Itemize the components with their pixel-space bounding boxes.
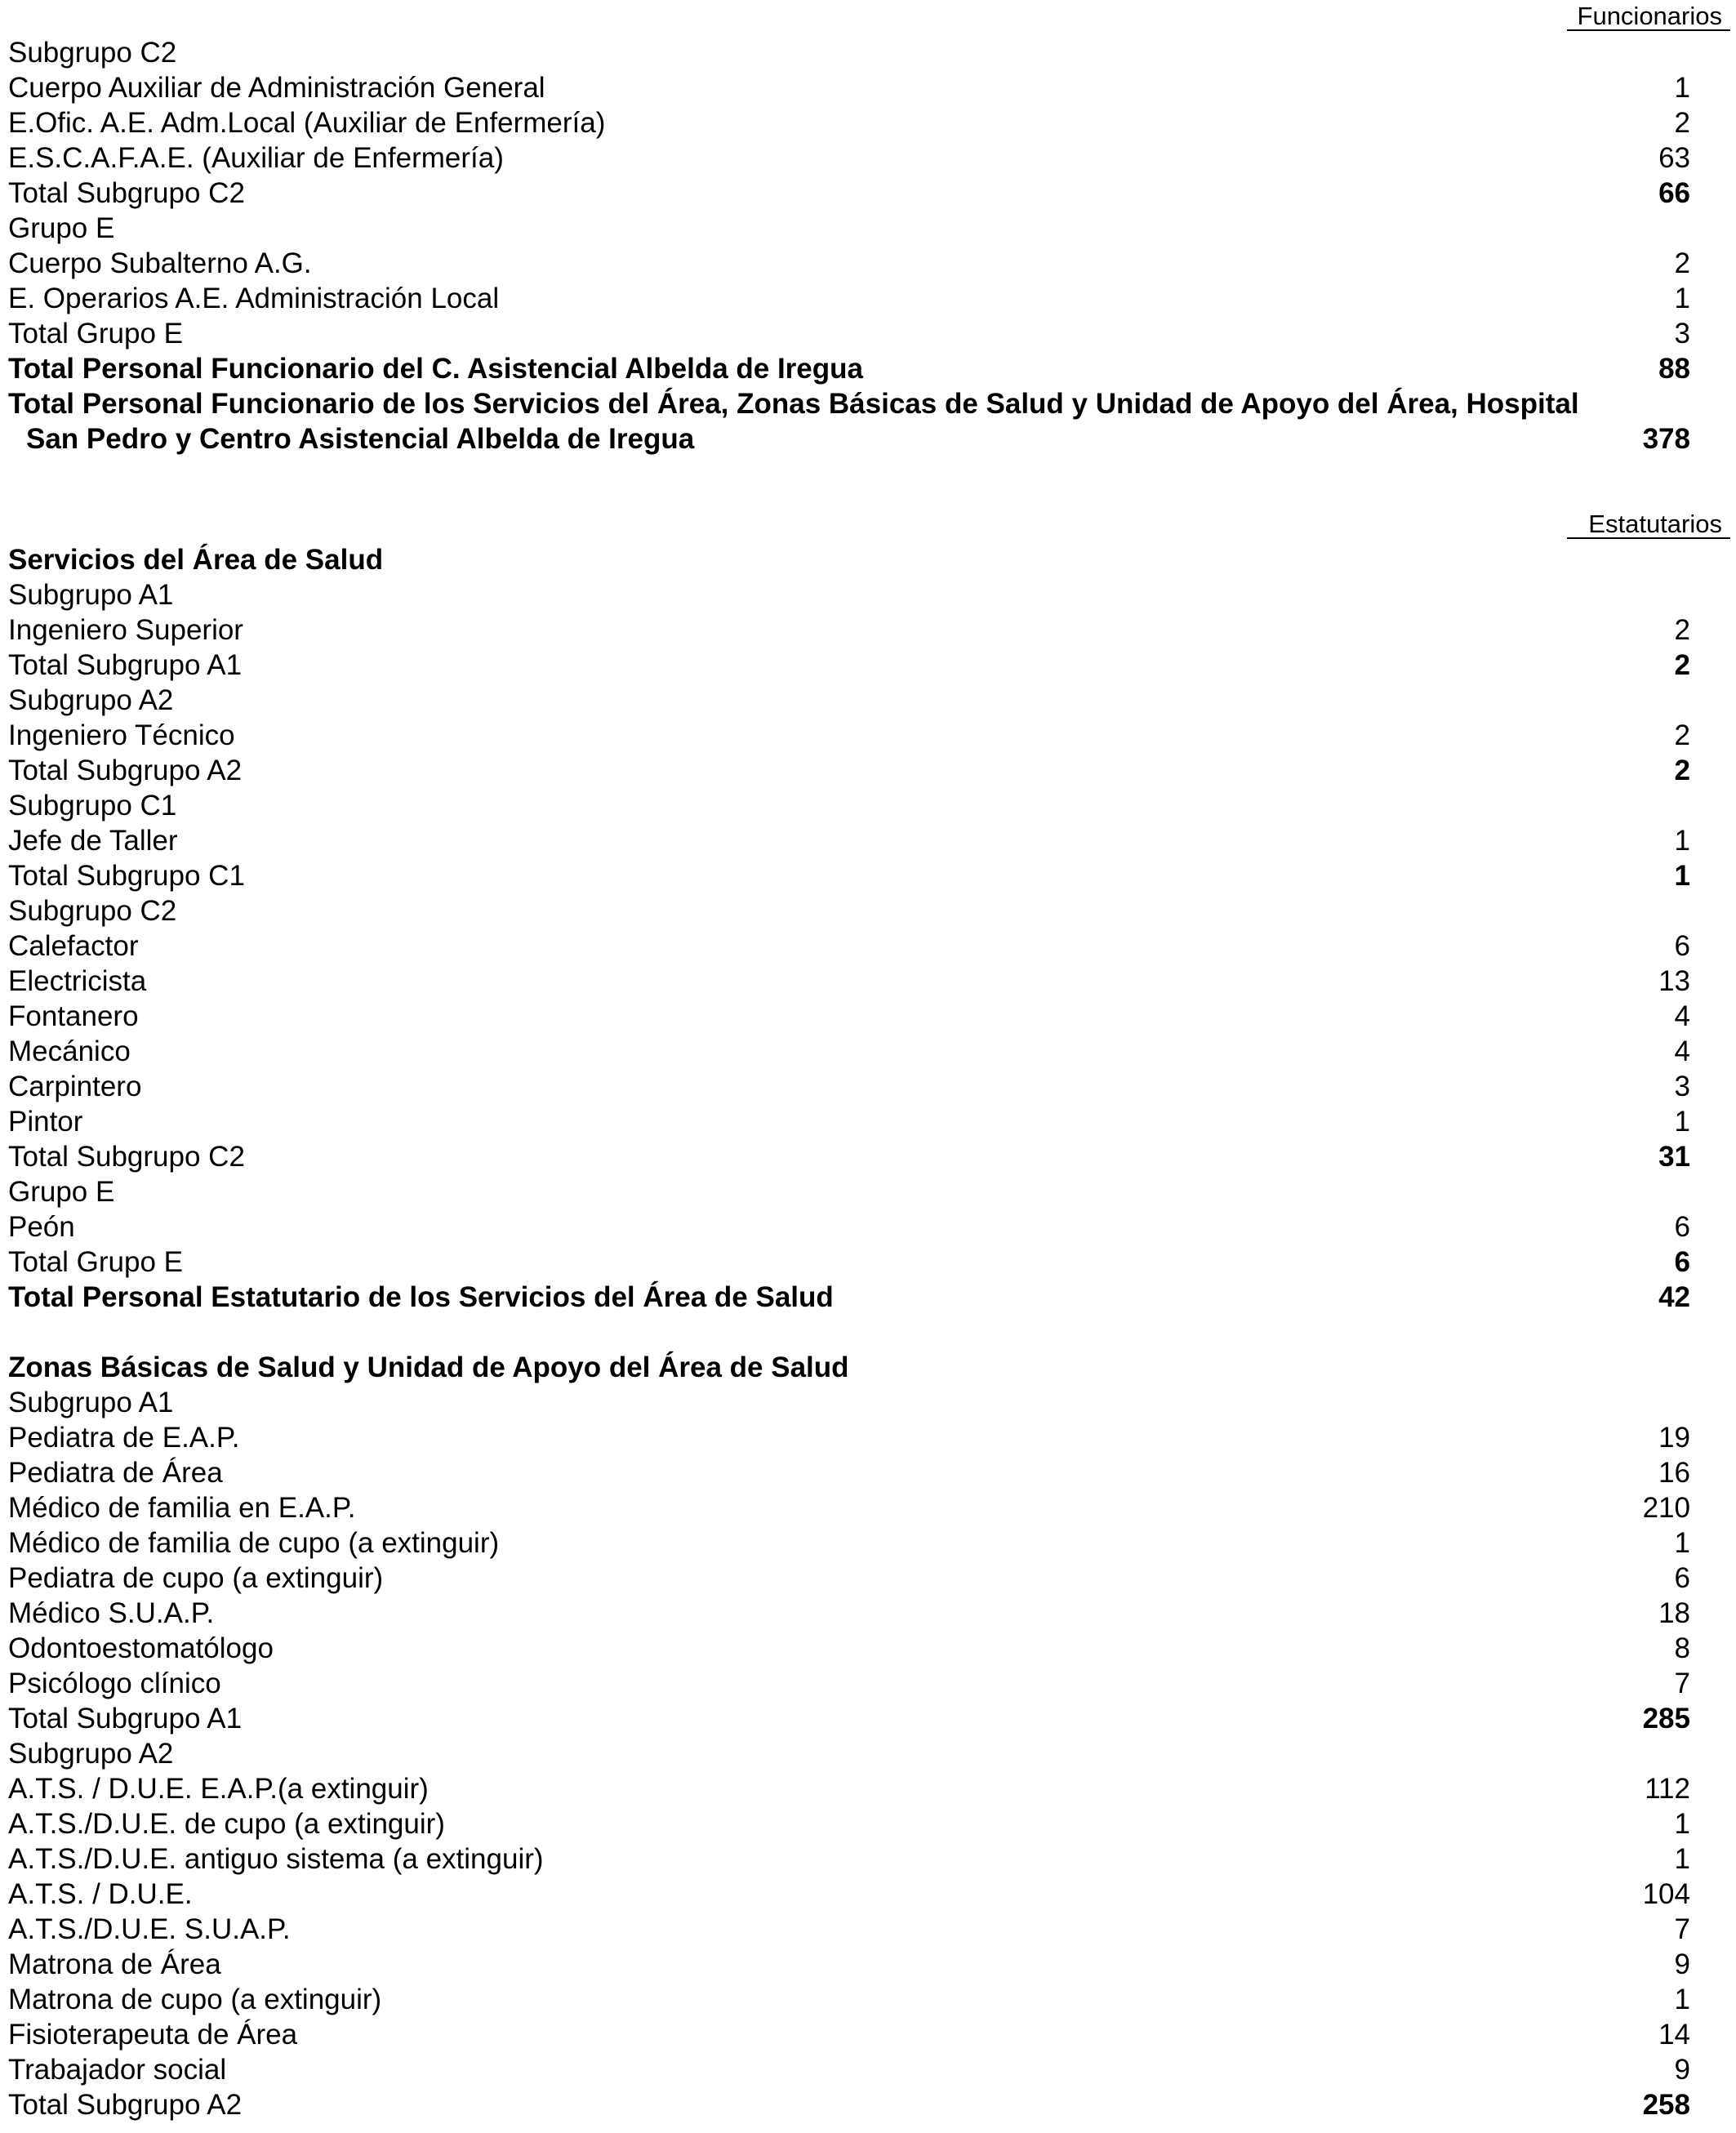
table-row <box>8 1525 1690 1561</box>
row-value: 1 <box>1674 1984 1690 2015</box>
table-row <box>8 1385 1690 1420</box>
table-row <box>8 211 1690 246</box>
row-value: 6 <box>1674 930 1690 962</box>
row-value: 31 <box>1658 1141 1690 1173</box>
row-label: Carpintero <box>8 1071 142 1102</box>
row-label: Médico de familia en E.A.P. <box>8 1492 356 1524</box>
row-label: E. Operarios A.E. Administración Local <box>8 283 500 314</box>
row-value: 104 <box>1642 1878 1690 1910</box>
table-row <box>8 70 1690 105</box>
row-label: Total Subgrupo A1 <box>8 649 243 681</box>
row-label: Fisioterapeuta de Área <box>8 2019 298 2051</box>
row-value: 1 <box>1674 283 1690 314</box>
row-label: Subgrupo C2 <box>8 895 177 927</box>
row-value: 2 <box>1674 107 1690 139</box>
table-row <box>8 753 1690 788</box>
row-value: 210 <box>1642 1492 1690 1524</box>
row-value: 3 <box>1674 318 1690 350</box>
row-label: Subgrupo A2 <box>8 684 174 716</box>
table-row <box>8 893 1690 928</box>
table-row <box>8 1912 1690 1947</box>
row-label: Ingeniero Superior <box>8 614 243 646</box>
row-value: 1 <box>1674 860 1690 892</box>
table-row <box>8 858 1690 893</box>
row-label: Total Subgrupo C2 <box>8 177 245 209</box>
table-row <box>8 1701 1690 1736</box>
row-label: Total Subgrupo A2 <box>8 2089 243 2121</box>
table-row <box>8 35 1690 70</box>
table-row <box>8 421 1690 456</box>
table-row <box>8 351 1690 386</box>
table-row <box>8 999 1690 1034</box>
table-row <box>8 788 1690 823</box>
row-label: Subgrupo C1 <box>8 790 177 822</box>
table-row <box>8 1209 1690 1245</box>
row-value: 63 <box>1658 142 1690 174</box>
table-row <box>8 1771 1690 1806</box>
row-label: Subgrupo C2 <box>8 37 177 69</box>
table-row <box>8 1104 1690 1139</box>
row-label: E.S.C.A.F.A.E. (Auxiliar de Enfermería) <box>8 142 504 174</box>
row-label: Jefe de Taller <box>8 825 178 857</box>
table-row <box>8 1666 1690 1701</box>
table-row <box>8 964 1690 999</box>
row-value: 9 <box>1674 1948 1690 1980</box>
row-label: Médico S.U.A.P. <box>8 1597 215 1629</box>
row-value: 2 <box>1674 755 1690 786</box>
row-value: 4 <box>1674 1035 1690 1067</box>
row-label: A.T.S. / D.U.E. <box>8 1878 193 1910</box>
row-label: San Pedro y Centro Asistencial Albelda de Iregua <box>26 423 695 455</box>
table-row <box>8 316 1690 351</box>
row-label: A.T.S./D.U.E. antiguo sistema (a extinguir) <box>8 1843 544 1875</box>
row-label: Médico de familia de cupo (a extinguir) <box>8 1527 500 1559</box>
table-row <box>8 577 1690 612</box>
row-value: 6 <box>1674 1211 1690 1243</box>
row-value: 1 <box>1674 1843 1690 1875</box>
table-row <box>8 1841 1690 1877</box>
row-value: 2 <box>1674 719 1690 751</box>
row-label: Pediatra de cupo (a extinguir) <box>8 1562 384 1594</box>
table-row <box>8 1420 1690 1455</box>
row-value: 2 <box>1674 649 1690 681</box>
table-row <box>8 683 1690 718</box>
row-value: 258 <box>1642 2089 1690 2121</box>
row-label: Trabajador social <box>8 2054 227 2086</box>
table-row <box>8 1245 1690 1280</box>
row-value: 2 <box>1674 614 1690 646</box>
table-row <box>8 612 1690 648</box>
row-value: 14 <box>1658 2019 1690 2051</box>
row-value: 1 <box>1674 1527 1690 1559</box>
estatutarios-column-header: Estatutarios <box>1567 510 1730 539</box>
table-row <box>8 1069 1690 1104</box>
table-row <box>8 1455 1690 1490</box>
row-label: Electricista <box>8 965 147 997</box>
row-value: 1 <box>1674 1106 1690 1138</box>
row-label: Mecánico <box>8 1035 131 1067</box>
row-value: 4 <box>1674 1000 1690 1032</box>
row-label: Zonas Básicas de Salud y Unidad de Apoyo del Área de Salud <box>8 1351 849 1383</box>
funcionarios-column-header: Funcionarios <box>1567 2 1730 31</box>
table-row <box>8 281 1690 316</box>
row-label: Pediatra de E.A.P. <box>8 1422 240 1454</box>
row-value: 7 <box>1674 1913 1690 1945</box>
table-row <box>8 1561 1690 1596</box>
row-label: Subgrupo A1 <box>8 579 174 611</box>
table-row <box>8 1947 1690 1982</box>
row-label: Total Subgrupo A1 <box>8 1703 243 1734</box>
row-label: Cuerpo Auxiliar de Administración General <box>8 72 545 104</box>
table-row <box>8 1139 1690 1174</box>
table-row <box>8 2087 1690 2122</box>
table-row <box>8 2052 1690 2087</box>
row-label: Subgrupo A2 <box>8 1738 174 1770</box>
table-row <box>8 1631 1690 1666</box>
table-row <box>8 718 1690 753</box>
table-row <box>8 1280 1690 1315</box>
row-value: 9 <box>1674 2054 1690 2086</box>
table-row <box>8 2017 1690 2052</box>
table-row <box>8 1490 1690 1525</box>
row-label: Pediatra de Área <box>8 1457 223 1489</box>
row-label: Total Subgrupo C1 <box>8 860 245 892</box>
row-value: 6 <box>1674 1562 1690 1594</box>
row-value: 112 <box>1645 1773 1690 1805</box>
row-label: Total Grupo E <box>8 318 183 350</box>
row-label: Total Subgrupo C2 <box>8 1141 245 1173</box>
table-row <box>8 1034 1690 1069</box>
row-label: Total Grupo E <box>8 1246 183 1278</box>
table-row <box>8 648 1690 683</box>
row-value: 8 <box>1674 1632 1690 1664</box>
row-label: Matrona de Área <box>8 1948 221 1980</box>
row-label: A.T.S./D.U.E. S.U.A.P. <box>8 1913 291 1945</box>
row-value: 18 <box>1658 1597 1690 1629</box>
row-label: Grupo E <box>8 1176 115 1208</box>
row-value: 6 <box>1674 1246 1690 1278</box>
row-value: 42 <box>1658 1281 1690 1313</box>
row-value: 285 <box>1642 1703 1690 1734</box>
row-label: Fontanero <box>8 1000 139 1032</box>
row-value: 378 <box>1642 423 1690 455</box>
row-label: Cuerpo Subalterno A.G. <box>8 247 312 279</box>
row-label: Subgrupo A1 <box>8 1387 174 1418</box>
table-row <box>8 1806 1690 1841</box>
row-value: 3 <box>1674 1071 1690 1102</box>
table-row <box>8 176 1690 211</box>
row-label: Odontoestomatólogo <box>8 1632 274 1664</box>
row-value: 7 <box>1674 1668 1690 1699</box>
row-label: Total Personal Estatutario de los Servicios del Área de Salud <box>8 1281 834 1313</box>
row-label: Psicólogo clínico <box>8 1668 221 1699</box>
row-value: 1 <box>1674 72 1690 104</box>
table-row <box>8 386 1690 421</box>
row-value: 1 <box>1674 825 1690 857</box>
table-row <box>8 1877 1690 1912</box>
table-row <box>8 1982 1690 2017</box>
row-label: Pintor <box>8 1106 83 1138</box>
row-label: Matrona de cupo (a extinguir) <box>8 1984 382 2015</box>
row-label: Peón <box>8 1211 75 1243</box>
row-value: 88 <box>1658 353 1690 385</box>
table-row <box>8 1174 1690 1209</box>
table-row <box>8 140 1690 176</box>
row-label: A.T.S./D.U.E. de cupo (a extinguir) <box>8 1808 445 1840</box>
row-label: E.Ofic. A.E. Adm.Local (Auxiliar de Enfermería) <box>8 107 606 139</box>
row-label: A.T.S. / D.U.E. E.A.P.(a extinguir) <box>8 1773 429 1805</box>
row-label: Ingeniero Técnico <box>8 719 235 751</box>
row-label: Total Personal Funcionario del C. Asistencial Albelda de Iregua <box>8 353 863 385</box>
table-row <box>8 1596 1690 1631</box>
table-row <box>8 1736 1690 1771</box>
row-label: Total Personal Funcionario de los Servicios del Área, Zonas Básicas de Salud y Unidad de Apoyo del Área, Hospital <box>8 388 1579 420</box>
row-value: 2 <box>1674 247 1690 279</box>
table-row <box>8 246 1690 281</box>
row-value: 16 <box>1658 1457 1690 1489</box>
row-label: Servicios del Área de Salud <box>8 544 384 576</box>
table-row <box>8 928 1690 964</box>
table-row <box>8 105 1690 140</box>
row-value: 13 <box>1658 965 1690 997</box>
table-row <box>8 1350 1690 1385</box>
row-value: 19 <box>1658 1422 1690 1454</box>
row-value: 66 <box>1658 177 1690 209</box>
row-label: Total Subgrupo A2 <box>8 755 243 786</box>
row-label: Grupo E <box>8 212 115 244</box>
table-row <box>8 823 1690 858</box>
table-row <box>8 542 1690 577</box>
row-label: Calefactor <box>8 930 139 962</box>
row-value: 1 <box>1674 1808 1690 1840</box>
